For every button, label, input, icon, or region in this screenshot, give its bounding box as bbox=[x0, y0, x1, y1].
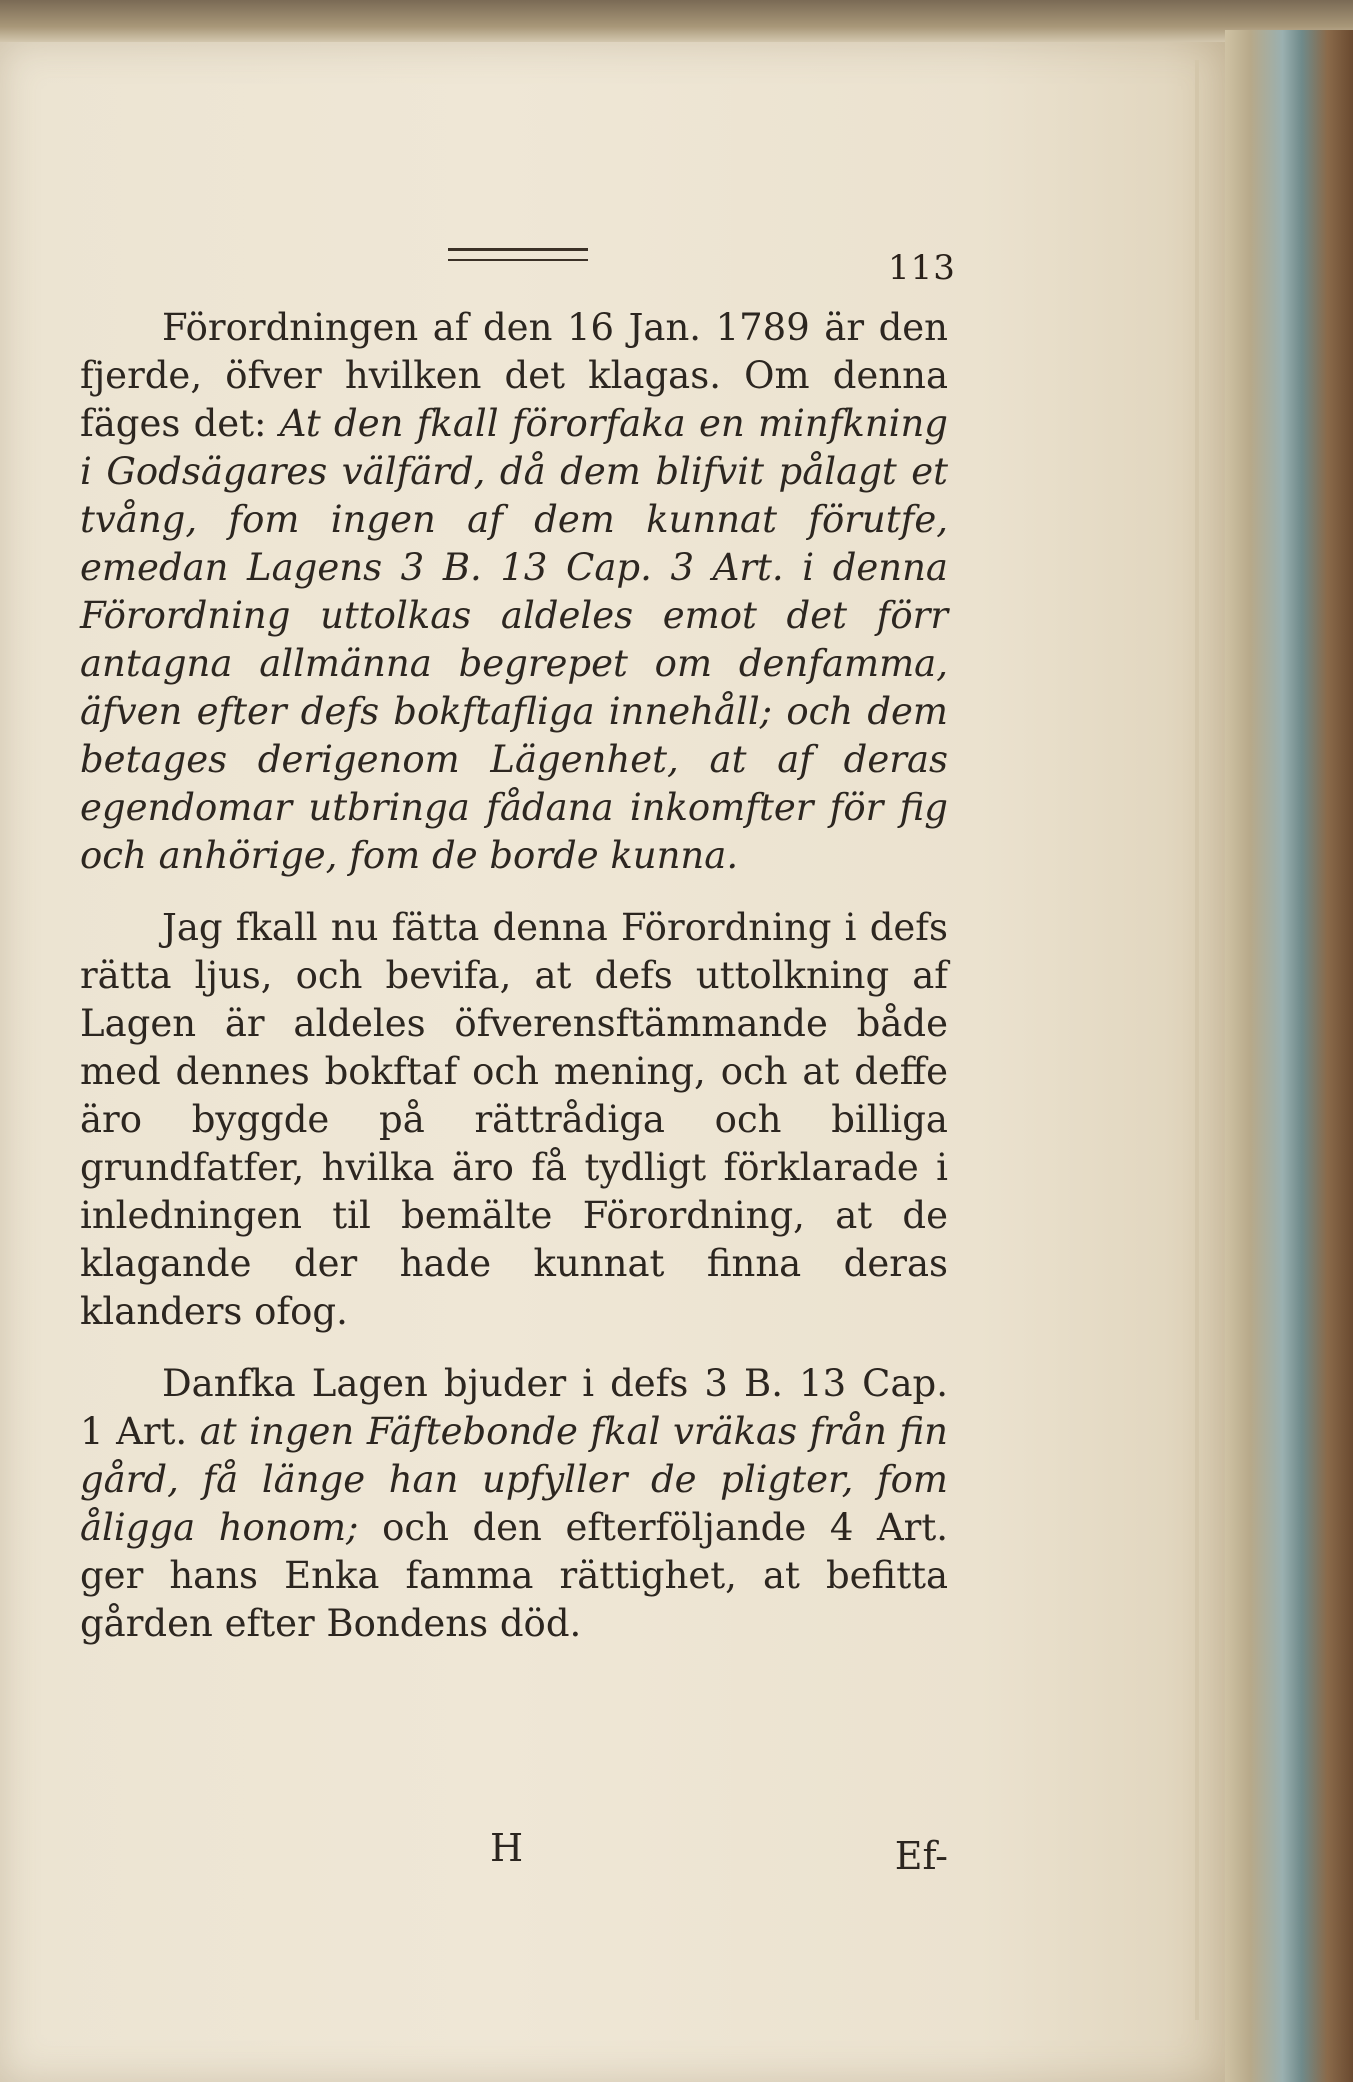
paragraph-1 bbox=[80, 304, 948, 880]
page-paper bbox=[0, 42, 1225, 2082]
page-number: 113 bbox=[888, 248, 956, 288]
paragraph-3-italic: at ingen Fäftebonde fkal vräkas från fin gård, få länge han upfyller de pligter, fom åligga honom; bbox=[80, 1410, 948, 1549]
paragraph-3-roman-start: Danfka Lagen bjuder i defs 3 B. 13 Cap. 1 Art. bbox=[80, 1362, 948, 1453]
book-page-edges bbox=[1225, 30, 1353, 2082]
paragraph-1-italic: At den fkall förorfaka en minfkning i Godsägares välfärd, då dem blifvit pålagt et tvång, fom ingen af dem kunnat förutfe, emedan Lagens 3 B. 13 Cap. 3 Art. i denna Förordning uttolkas aldeles emot det förr antagna allmänna begrepet om denfamma, äfven efter defs bokftafliga innehåll; och dem betages derigenom Lägenhet, at af deras egendomar utbringa fådana inkomfter för fig och anhörige, fom de borde kunna. bbox=[80, 402, 948, 877]
book-top-edge bbox=[0, 0, 1353, 44]
paragraph-3-roman-end: och den efterföljande 4 Art. ger hans Enka famma rättighet, at befitta gården efter Bondens död. bbox=[80, 1506, 948, 1645]
body-text bbox=[80, 304, 948, 1672]
header-rule-ornament bbox=[448, 248, 588, 261]
page-fold-line bbox=[1195, 60, 1199, 2020]
paragraph-1-roman: Förordningen af den 16 Jan. 1789 är den fjerde, öfver hvilken det klagas. Om denna fäges det: bbox=[80, 306, 948, 445]
paragraph-3 bbox=[80, 1360, 948, 1648]
catchword: Ef- bbox=[894, 1834, 948, 1878]
signature-mark: H bbox=[490, 1826, 524, 1870]
paragraph-2: Jag fkall nu fätta denna Förordning i defs rätta ljus, och bevifa, at defs uttolkning af Lagen är aldeles öfverensftämmande både med dennes bokftaf och mening, och at deffe äro byggde på rättrådiga och billiga grundfatfer, hvilka äro få tydligt förklarade i inledningen til bemälte Förordning, at de klagande der hade kunnat finna deras klanders ofog. bbox=[80, 906, 948, 1333]
